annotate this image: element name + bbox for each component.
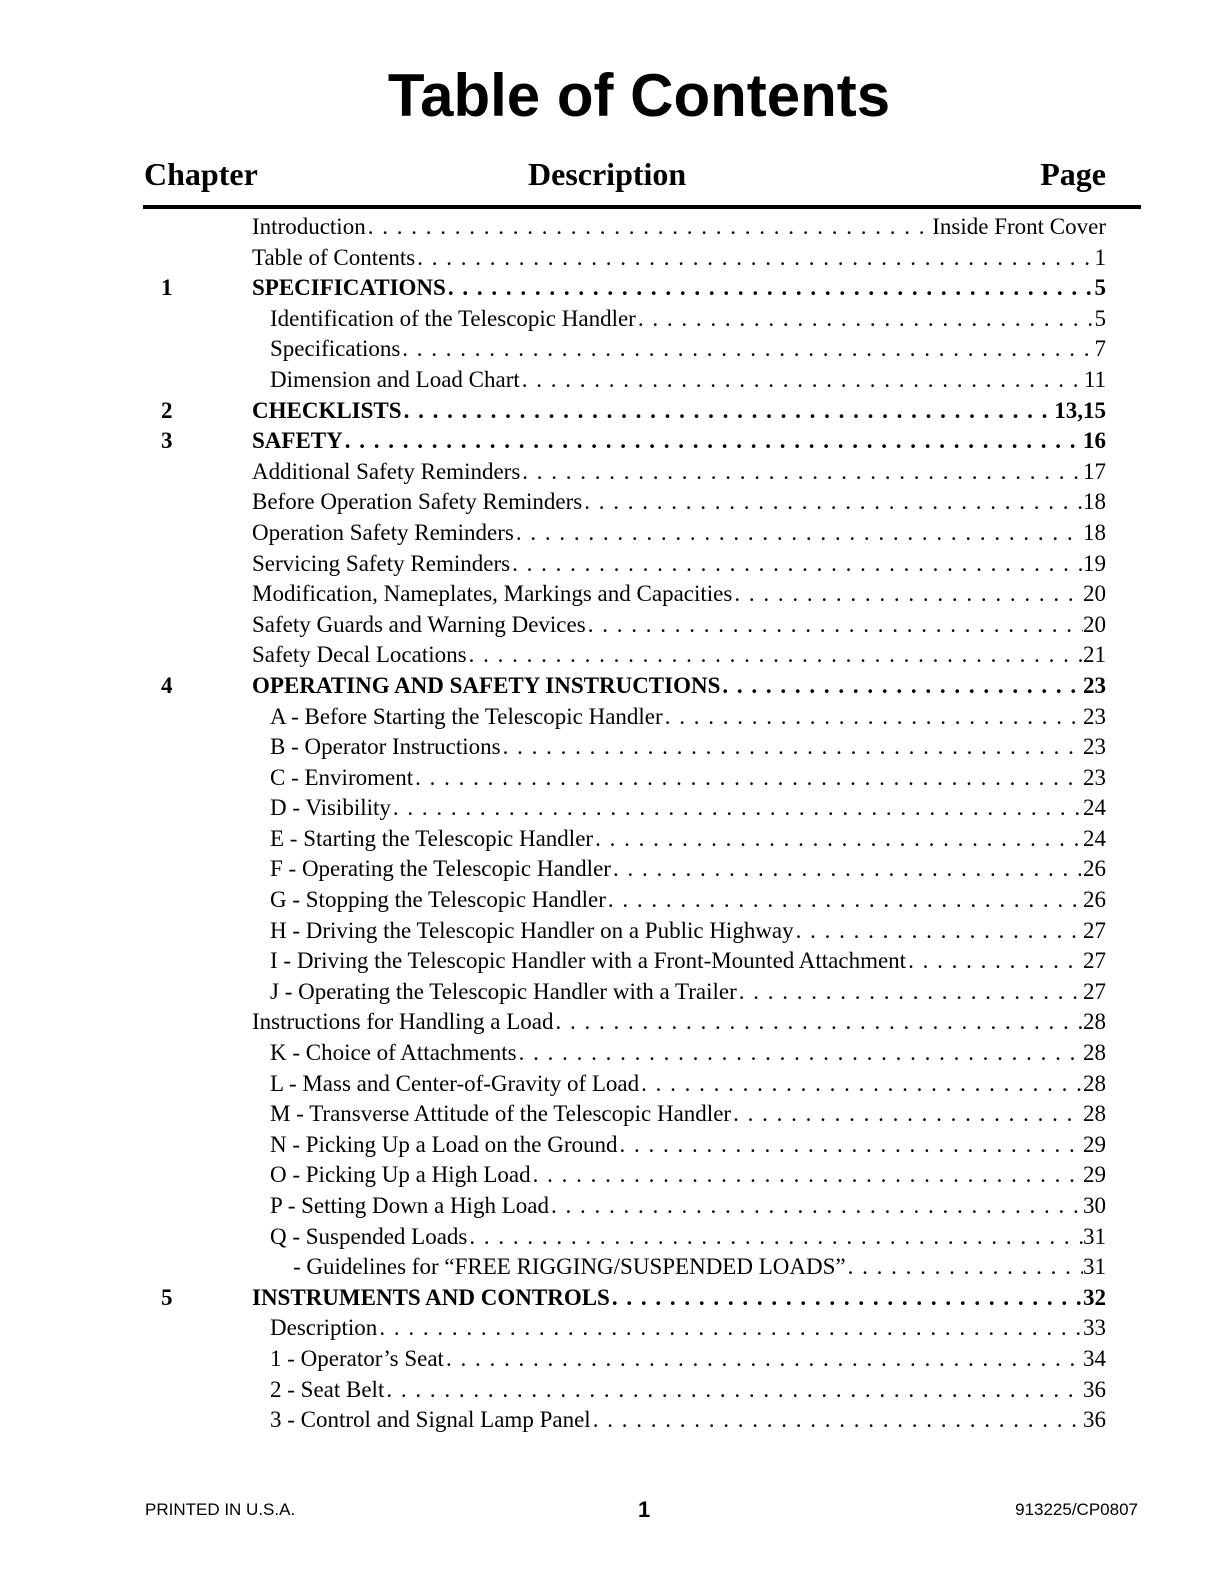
toc-entry (0, 640, 1224, 671)
dot-leader (402, 396, 1055, 427)
toc-line (270, 916, 1106, 947)
dot-leader (720, 671, 1083, 702)
toc-line (252, 212, 1106, 243)
toc-line (270, 334, 1106, 365)
toc-page-number: 32 (1083, 1284, 1106, 1310)
toc-line (252, 1007, 1106, 1038)
toc-page-number: 26 (1083, 856, 1106, 882)
toc-entry-label: Q - Suspended Loads (270, 1223, 468, 1249)
toc-page-number: 27 (1083, 917, 1106, 943)
dot-leader (591, 1405, 1083, 1436)
dot-leader (501, 732, 1083, 763)
footer-page-number: 1 (638, 1497, 651, 1522)
dot-leader (611, 854, 1083, 885)
header-divider (143, 205, 1141, 209)
toc-page-number: 5 (1094, 275, 1106, 301)
toc-line (270, 304, 1106, 335)
dot-leader (794, 916, 1083, 947)
toc-line (270, 732, 1106, 763)
dot-leader (549, 1191, 1083, 1222)
toc-line (270, 1130, 1106, 1161)
toc-entry-label: CHECKLISTS (252, 397, 402, 423)
toc-entry-label: SAFETY (252, 428, 343, 454)
toc-entry-label: Identification of the Telescopic Handler (270, 305, 636, 331)
toc-line (270, 1405, 1106, 1436)
dot-leader (415, 243, 1094, 274)
toc-line (270, 1222, 1106, 1253)
dot-leader (586, 610, 1083, 641)
toc-entry-label: Operation Safety Reminders (252, 519, 514, 545)
toc-entry-label: - Guidelines for “FREE RIGGING/SUSPENDED LOADS” (293, 1254, 846, 1280)
column-header-page: Page (1040, 156, 1106, 192)
toc-line (270, 946, 1106, 977)
toc-page-number: 23 (1083, 764, 1106, 790)
toc-entry (0, 1160, 1224, 1191)
toc-page-number: 27 (1083, 978, 1106, 1004)
toc-page-number: 23 (1083, 734, 1106, 760)
toc-entry-label: J - Operating the Telescopic Handler with a Trailer (270, 978, 737, 1004)
toc-entry-label: Table of Contents (252, 244, 416, 270)
toc-line (252, 426, 1106, 457)
toc-page-number: 20 (1083, 581, 1106, 607)
dot-leader (377, 1313, 1083, 1344)
footer-doc-code: 913225/CP0807 (1015, 1500, 1138, 1519)
page-title: Table of Contents (387, 62, 891, 129)
toc-entry-label: E - Starting the Telescopic Handler (270, 825, 594, 851)
column-header-chapter: Chapter (144, 156, 258, 192)
toc-entry-label: O - Picking Up a High Load (270, 1162, 531, 1188)
dot-leader (582, 487, 1083, 518)
toc-entry-label: G - Stopping the Telescopic Handler (270, 887, 606, 913)
toc-entry (0, 1038, 1224, 1069)
toc-entry-label: Modification, Nameplates, Markings and Capacities (252, 581, 733, 607)
toc-entry (0, 1405, 1224, 1436)
dot-leader (514, 518, 1083, 549)
toc-page-number: 11 (1083, 366, 1106, 392)
toc-page-number: 28 (1083, 1009, 1106, 1035)
toc-entry (0, 579, 1224, 610)
toc-entry-label: A - Before Starting the Telescopic Handler (270, 703, 663, 729)
toc-entry (0, 549, 1224, 580)
dot-leader (731, 1099, 1083, 1130)
dot-leader (413, 763, 1083, 794)
toc-entry (0, 1252, 1224, 1283)
toc-entry (0, 1375, 1224, 1406)
toc-page-number: 24 (1083, 795, 1106, 821)
toc-entry-label: Before Operation Safety Reminders (252, 489, 583, 515)
toc-entry-label: B - Operator Instructions (270, 734, 501, 760)
dot-leader (553, 1007, 1083, 1038)
toc-line (252, 549, 1106, 580)
toc-entry (0, 946, 1224, 977)
toc-line (252, 243, 1106, 274)
toc-line (293, 1252, 1106, 1283)
toc-entry-label: M - Transverse Attitude of the Telescopic Handler (270, 1101, 732, 1127)
toc-line (270, 1191, 1106, 1222)
toc-entry-label: 1 - Operator’s Seat (270, 1345, 444, 1371)
toc-page-number: 26 (1083, 887, 1106, 913)
toc-page-number: 27 (1083, 948, 1106, 974)
dot-leader (531, 1160, 1083, 1191)
dot-leader (391, 793, 1083, 824)
toc-entry (0, 1099, 1224, 1130)
dot-leader (846, 1252, 1083, 1283)
toc-line (270, 702, 1106, 733)
toc-entry-label: SPECIFICATIONS (252, 275, 446, 301)
toc-page-number: 21 (1083, 642, 1106, 668)
dot-leader (593, 824, 1083, 855)
toc-entry (0, 702, 1224, 733)
toc-entry-label: Dimension and Load Chart (270, 366, 520, 392)
toc-page-number: 28 (1083, 1101, 1106, 1127)
toc-entry-label: Servicing Safety Reminders (252, 550, 511, 576)
toc-page-number: 31 (1083, 1223, 1106, 1249)
dot-leader (384, 1375, 1083, 1406)
toc-entry (0, 854, 1224, 885)
toc-entry (0, 457, 1224, 488)
toc-line (270, 1375, 1106, 1406)
toc-line (252, 610, 1106, 641)
toc-entry (0, 1130, 1224, 1161)
dot-leader (737, 977, 1083, 1008)
dot-leader (906, 946, 1083, 977)
toc-entry-label: C - Enviroment (270, 764, 414, 790)
toc-entry (0, 426, 1224, 457)
toc-page-number: 19 (1083, 550, 1106, 576)
toc-entry-label: Safety Decal Locations (252, 642, 467, 668)
toc-page-number: 34 (1083, 1345, 1106, 1371)
toc-line (270, 977, 1106, 1008)
dot-leader (467, 1222, 1083, 1253)
toc-line (270, 854, 1106, 885)
toc-page-number: 16 (1083, 428, 1106, 454)
toc-entry (0, 1283, 1224, 1314)
toc-entry (0, 334, 1224, 365)
toc-chapter-number: 4 (161, 672, 173, 698)
toc-page-number: 33 (1083, 1315, 1106, 1341)
footer-printed: PRINTED IN U.S.A. (145, 1500, 296, 1519)
toc-entry (0, 977, 1224, 1008)
toc-page-number: 13,15 (1054, 397, 1106, 423)
toc-entry-label: OPERATING AND SAFETY INSTRUCTIONS (252, 672, 721, 698)
toc-entry (0, 1222, 1224, 1253)
toc-entry-label: Instructions for Handling a Load (252, 1009, 554, 1035)
toc-page-number: 23 (1083, 672, 1106, 698)
toc-page-number: 36 (1083, 1407, 1106, 1433)
dot-leader (366, 212, 933, 243)
toc-entry-label: I - Driving the Telescopic Handler with a Front-Mounted Attachment (270, 948, 907, 974)
toc-line (252, 518, 1106, 549)
toc-line (270, 885, 1106, 916)
toc-entry (0, 671, 1224, 702)
toc-line (270, 1160, 1106, 1191)
toc-entry-label: Additional Safety Reminders (252, 458, 521, 484)
dot-leader (446, 273, 1095, 304)
toc-entry (0, 365, 1224, 396)
toc-line (252, 487, 1106, 518)
toc-line (270, 793, 1106, 824)
dot-leader (400, 334, 1094, 365)
toc-entry (0, 1344, 1224, 1375)
dot-leader (663, 702, 1083, 733)
dot-leader (517, 1038, 1083, 1069)
toc-page-number: 24 (1083, 825, 1106, 851)
toc-line (252, 273, 1106, 304)
dot-leader (618, 1130, 1084, 1161)
toc-entry-label: Introduction (252, 214, 366, 239)
toc-entry-label: K - Choice of Attachments (270, 1040, 517, 1066)
toc-entry (0, 518, 1224, 549)
toc-entry (0, 610, 1224, 641)
toc-entry (0, 763, 1224, 794)
toc-line (270, 1099, 1106, 1130)
toc-entry (0, 1313, 1224, 1344)
toc-chapter-number: 2 (161, 397, 173, 423)
toc-entry (0, 304, 1224, 335)
toc-entry-label: Description (270, 1315, 378, 1341)
toc-entry (0, 212, 1224, 243)
toc-page-number: 31 (1083, 1254, 1106, 1280)
dot-leader (639, 1069, 1083, 1100)
toc-entry (0, 1191, 1224, 1222)
toc-page-number: 29 (1083, 1131, 1106, 1157)
toc-page-number: 1 (1094, 244, 1106, 270)
toc-line (270, 1069, 1106, 1100)
toc-line (252, 1283, 1106, 1314)
toc-entry (0, 396, 1224, 427)
dot-leader (467, 640, 1083, 671)
toc-line (252, 671, 1106, 702)
toc-entry (0, 885, 1224, 916)
toc-entry (0, 793, 1224, 824)
toc-entry (0, 1069, 1224, 1100)
toc-entry-label: INSTRUMENTS AND CONTROLS (252, 1284, 610, 1310)
toc-entry-label: Safety Guards and Warning Devices (252, 611, 586, 637)
toc-entry (0, 1007, 1224, 1038)
toc-entry (0, 732, 1224, 763)
dot-leader (520, 365, 1084, 396)
toc-line (270, 763, 1106, 794)
toc-page-number: 28 (1083, 1040, 1106, 1066)
toc-entry-label: N - Picking Up a Load on the Ground (270, 1131, 618, 1157)
toc-page-number: 20 (1083, 611, 1106, 637)
toc-entry (0, 824, 1224, 855)
toc-entry (0, 273, 1224, 304)
dot-leader (606, 885, 1083, 916)
dot-leader (510, 549, 1083, 580)
dot-leader (343, 426, 1083, 457)
toc-list (0, 212, 1224, 1436)
dot-leader (610, 1283, 1083, 1314)
dot-leader (520, 457, 1083, 488)
toc-chapter-number: 3 (161, 428, 173, 454)
toc-page-number: 36 (1083, 1376, 1106, 1402)
toc-line (270, 1344, 1106, 1375)
toc-page-number: Inside Front Cover (932, 214, 1106, 239)
toc-page-number: 5 (1094, 305, 1106, 331)
toc-entry-label: F - Operating the Telescopic Handler (270, 856, 611, 882)
toc-line (270, 1038, 1106, 1069)
dot-leader (444, 1344, 1083, 1375)
toc-page-number: 17 (1083, 458, 1106, 484)
toc-entry-label: H - Driving the Telescopic Handler on a Public Highway (270, 917, 794, 943)
column-header-description: Description (528, 156, 687, 192)
toc-chapter-number: 5 (161, 1284, 173, 1310)
toc-page-number: 7 (1094, 336, 1106, 362)
toc-entry (0, 487, 1224, 518)
toc-page-number: 30 (1083, 1193, 1106, 1218)
toc-entry-label: P - Setting Down a High Load (270, 1193, 549, 1218)
toc-entry-label: D - Visibility (270, 795, 391, 821)
toc-entry-label: 3 - Control and Signal Lamp Panel (270, 1407, 591, 1433)
toc-page-number: 28 (1083, 1070, 1106, 1096)
toc-entry-label: L - Mass and Center-of-Gravity of Load (270, 1070, 640, 1096)
toc-page-number: 23 (1083, 703, 1106, 729)
toc-line (270, 365, 1106, 396)
toc-chapter-number: 1 (161, 275, 173, 301)
toc-line (252, 396, 1106, 427)
toc-line (252, 579, 1106, 610)
toc-entry-label: Specifications (270, 336, 401, 362)
toc-entry (0, 916, 1224, 947)
toc-entry-label: 2 - Seat Belt (270, 1376, 385, 1402)
toc-line (252, 640, 1106, 671)
toc-line (252, 457, 1106, 488)
dot-leader (732, 579, 1083, 610)
dot-leader (636, 304, 1095, 335)
toc-page-number: 29 (1083, 1162, 1106, 1188)
toc-line (270, 1313, 1106, 1344)
toc-page-number: 18 (1083, 519, 1106, 545)
toc-entry (0, 243, 1224, 274)
toc-line (270, 824, 1106, 855)
toc-page-number: 18 (1083, 489, 1106, 515)
